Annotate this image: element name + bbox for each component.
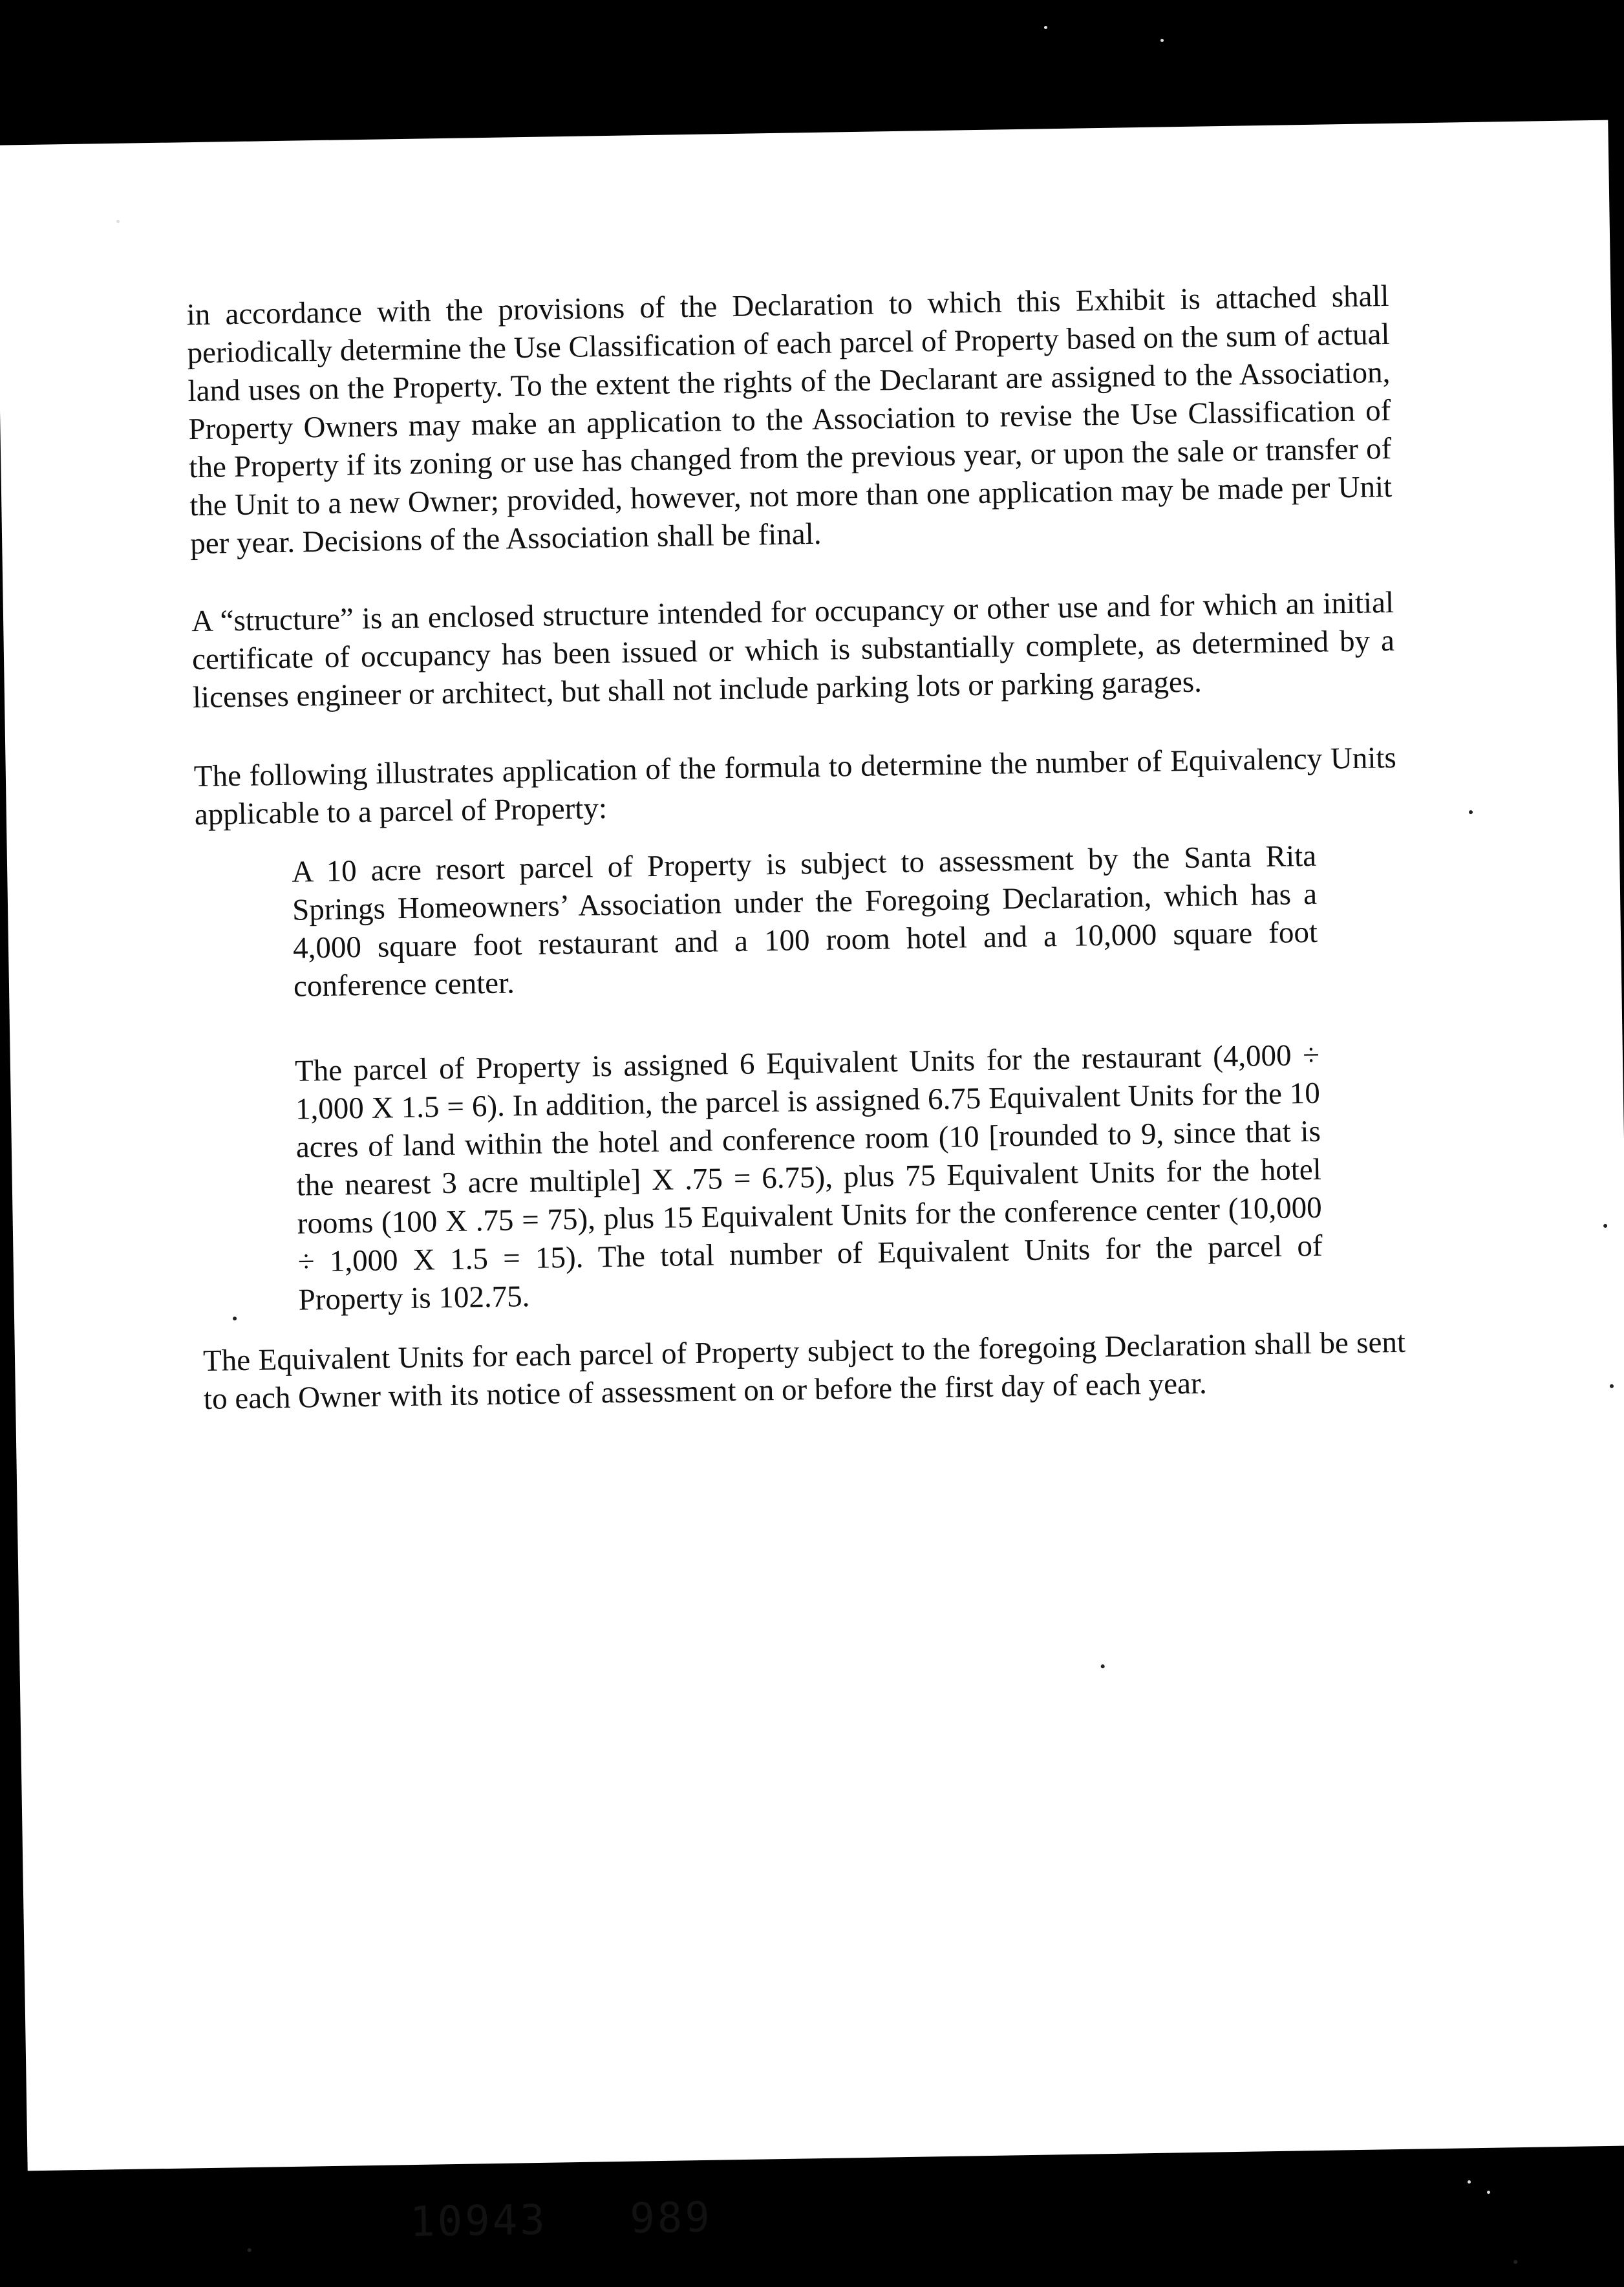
page-number: 10943 989 bbox=[409, 2193, 713, 2247]
scan-speck bbox=[1044, 26, 1047, 29]
scan-speck bbox=[233, 1316, 237, 1320]
paragraph-example-parcel: A 10 acre resort parcel of Property is subject to assessment by the Santa Rita Springs Homeowners’ Association under the Foregoing Declaration, which has a 4,000 square foot restaurant and a 100 room hotel and a 10,000 square foot conference center. bbox=[291, 839, 1318, 1004]
scan-speck bbox=[1513, 2260, 1517, 2264]
paragraph-use-classification: in accordance with the provisions of the Declaration to which this Exhibit is attached shall periodically determine the Use Classification of each parcel of Property based on the sum of actual land uses on the Property. To the extent the rights of the Declarant are assigned to the Association, Property Owners may make an application to the Association to revise the Use Classification of the Property if its zoning or use has changed from the previous year, or upon the sale or transfer of the Unit to a new Owner; provided, however, not more than one application may be made per Unit per year. Decisions of the Association shall be final. bbox=[186, 279, 1393, 561]
paragraph-formula-intro: The following illustrates application of the formula to determine the number of Equivalency Units applicable to a parcel of Property: bbox=[193, 740, 1397, 832]
scan-speck bbox=[1160, 39, 1164, 42]
scan-speck bbox=[1603, 1224, 1607, 1228]
scan-speck bbox=[116, 220, 120, 223]
scan-speck bbox=[1469, 810, 1473, 814]
scan-speck bbox=[1101, 1664, 1105, 1668]
paragraph-structure-definition: A “structure” is an enclosed structure intended for occupancy or other use and for which an initial certificate of occupancy has been issued or which is substantially complete, as determined by a licenses engineer or architect, but shall not include parking lots or parking garages. bbox=[191, 585, 1395, 715]
scan-speck bbox=[1610, 1384, 1614, 1388]
paragraph-notice-of-assessment: The Equivalent Units for each parcel of Property subject to the foregoing Declaration shall be sent to each Owner with its notice of assessment on or before the first day of each year. bbox=[202, 1325, 1406, 1416]
document-page bbox=[0, 120, 1624, 2247]
scan-speck bbox=[248, 2248, 251, 2252]
scan-speck bbox=[1487, 2191, 1490, 2194]
scan-speck bbox=[1468, 2180, 1471, 2184]
paragraph-example-calculation: The parcel of Property is assigned 6 Equivalent Units for the restaurant (4,000 ÷ 1,000 X 1.5 = 6). In addition, the parcel is assigned 6.75 Equivalent Units for the 10 acres of land within the hotel and conference room (10 [rounded to 9, since that is the nearest 3 acre multiple] X .75 = 6.75), plus 75 Equivalent Units for the hotel rooms (100 X .75 = 75), plus 15 Equivalent Units for the conference center (10,000 ÷ 1,000 X 1.5 = 15). The total number of Equivalent Units for the parcel of Property is 102.75. bbox=[294, 1038, 1323, 1317]
